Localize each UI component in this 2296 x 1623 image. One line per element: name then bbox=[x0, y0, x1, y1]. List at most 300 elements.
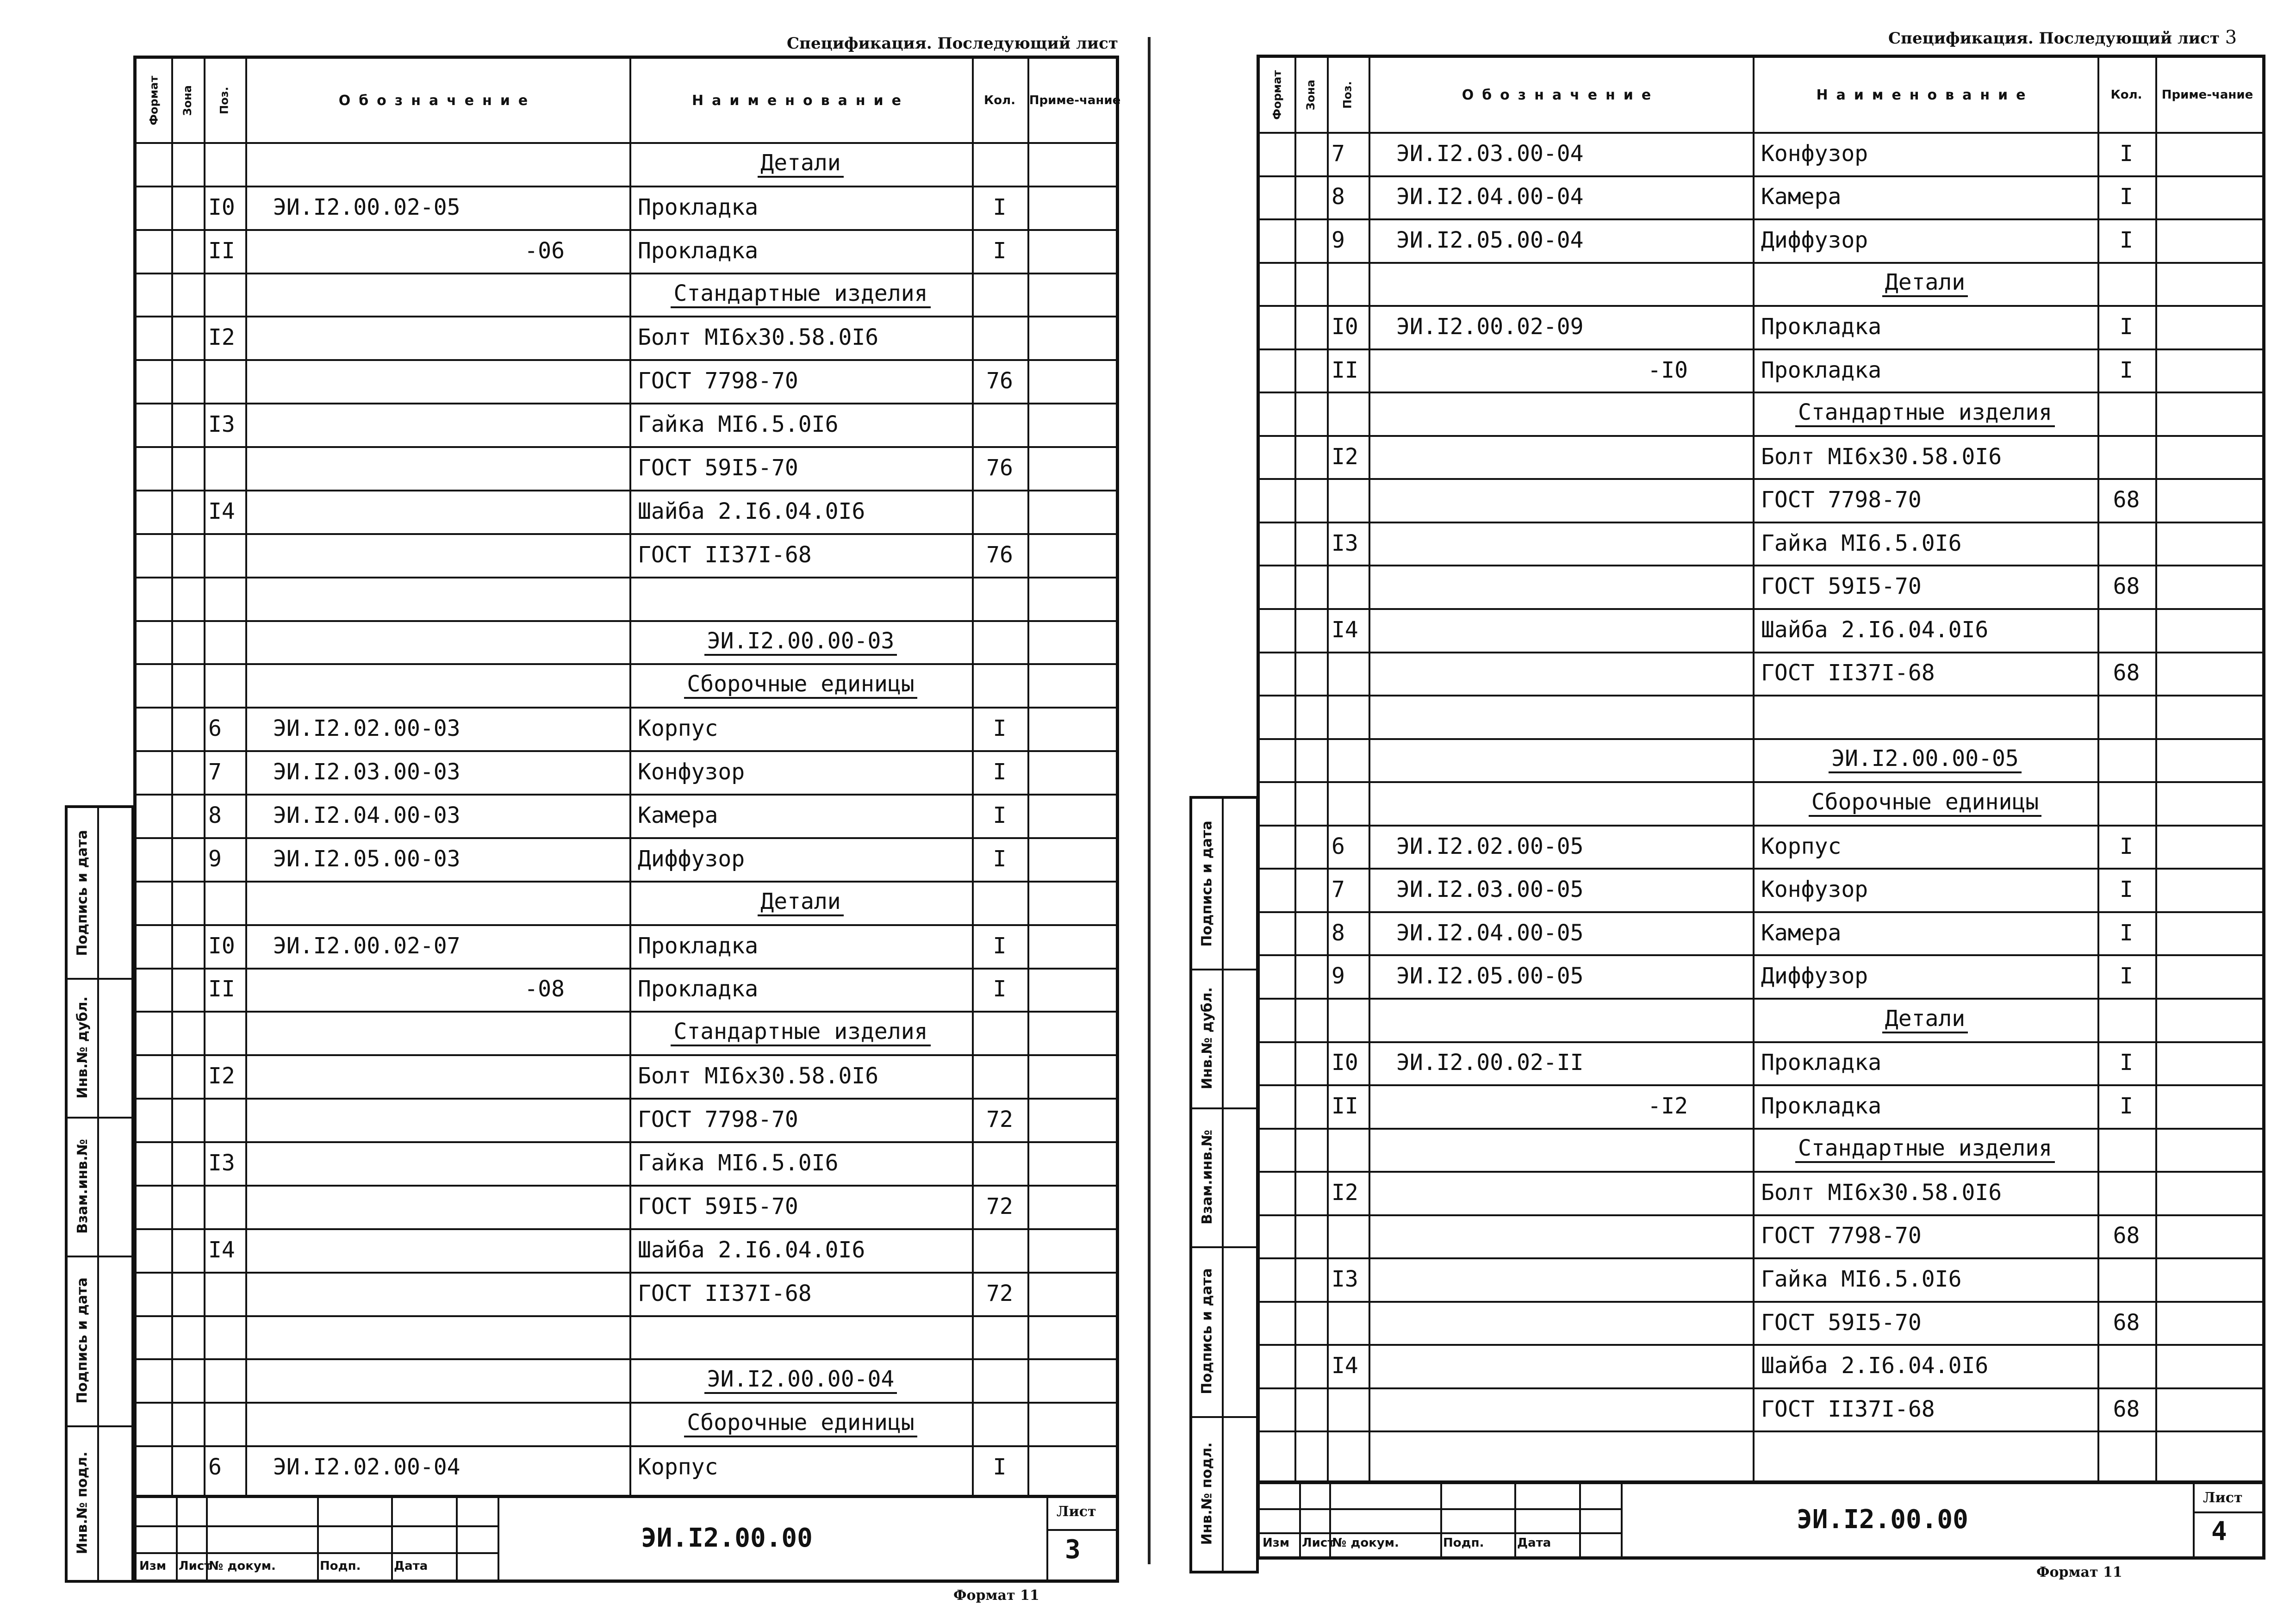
table-cell-qty bbox=[972, 403, 1027, 446]
table-cell-qty: 76 bbox=[986, 541, 1013, 568]
title-divider bbox=[1514, 1484, 1516, 1556]
section-heading: Детали bbox=[758, 150, 843, 178]
table-cell-des bbox=[1369, 478, 1753, 522]
table-cell-name: Болт МI6x30.58.0I6 bbox=[638, 1063, 879, 1089]
title-label: Лист bbox=[1302, 1536, 1335, 1550]
table-cell-name: Конфузор bbox=[638, 759, 745, 785]
side-stamp bbox=[1189, 796, 1259, 1573]
table-cell-qty bbox=[972, 663, 1027, 707]
column-header-text: Зона bbox=[1304, 79, 1317, 111]
table-cell-qty bbox=[972, 577, 1027, 620]
table-cell-pos bbox=[1327, 781, 1369, 825]
table-cell-pos: I2 bbox=[1332, 1179, 1358, 1206]
table-cell-des: ЭИ.I2.00.02-09 bbox=[1396, 313, 1584, 340]
table-cell-qty bbox=[972, 273, 1027, 316]
table-cell-name: Прокладка bbox=[638, 976, 759, 1002]
title-rule bbox=[137, 1552, 498, 1554]
table-cell-pos bbox=[204, 1358, 245, 1402]
table-cell-name bbox=[629, 273, 972, 316]
table-cell-qty bbox=[2097, 1430, 2155, 1474]
sheet-number: 4 bbox=[2211, 1517, 2227, 1547]
column-header: Обозначение bbox=[338, 92, 536, 109]
table-cell-pos bbox=[1327, 1214, 1369, 1258]
table-cell-qty bbox=[2097, 1128, 2155, 1171]
table-cell-qty: 68 bbox=[2113, 487, 2140, 513]
table-cell-pos bbox=[204, 1185, 245, 1228]
table-cell-pos bbox=[1327, 738, 1369, 782]
table-cell-des bbox=[245, 1402, 629, 1445]
table-cell-name: Прокладка bbox=[1761, 1093, 1882, 1119]
table-cell-name bbox=[629, 1402, 972, 1445]
table-cell-qty: I bbox=[2120, 357, 2133, 383]
table-cell-name: Прокладка bbox=[638, 194, 759, 220]
title-divider bbox=[1440, 1484, 1442, 1556]
title-divider bbox=[1579, 1484, 1581, 1556]
table-cell-qty bbox=[2097, 608, 2155, 652]
table-cell-pos: I2 bbox=[1332, 443, 1358, 470]
table-cell-qty: I bbox=[2120, 963, 2133, 989]
table-cell-qty: 68 bbox=[2113, 660, 2140, 686]
table-cell-pos: I0 bbox=[1332, 313, 1358, 340]
table-cell-qty bbox=[2097, 1257, 2155, 1301]
title-rule bbox=[137, 1525, 498, 1527]
table-cell-qty bbox=[2097, 998, 2155, 1041]
table-cell-pos: 7 bbox=[1332, 877, 1345, 903]
section-heading: Детали bbox=[1882, 1006, 1968, 1033]
table-cell-name bbox=[1753, 738, 2097, 782]
table-cell-name bbox=[629, 142, 972, 186]
section-heading: Сборочные единицы bbox=[1809, 789, 2041, 817]
table-cell-des bbox=[245, 359, 629, 403]
column-header: Приме-чание bbox=[2161, 87, 2253, 102]
side-label: Инв.№ дубл. bbox=[1199, 987, 1215, 1089]
table-cell-pos: I4 bbox=[1332, 616, 1358, 643]
table-cell-pos: I3 bbox=[208, 1150, 235, 1176]
table-cell-qty bbox=[972, 316, 1027, 359]
table-cell-des: ЭИ.I2.04.00-03 bbox=[273, 802, 460, 828]
table-cell-pos: 7 bbox=[1332, 140, 1345, 167]
table-cell-des bbox=[1369, 565, 1753, 608]
table-cell-qty: 68 bbox=[2113, 573, 2140, 600]
table-cell-qty: 68 bbox=[2113, 1223, 2140, 1249]
sheet-box-divider bbox=[2193, 1484, 2195, 1556]
table-cell-des bbox=[245, 1141, 629, 1185]
table-cell-name bbox=[629, 663, 972, 707]
table-cell-pos bbox=[204, 577, 245, 620]
title-divider bbox=[456, 1498, 458, 1579]
table-cell-name: ГОСТ II37I-68 bbox=[638, 1280, 812, 1306]
table-cell-des bbox=[245, 273, 629, 316]
side-cell bbox=[68, 808, 97, 978]
table-cell-qty: I bbox=[2120, 833, 2133, 859]
table-cell-qty bbox=[2097, 522, 2155, 565]
side-divider bbox=[97, 808, 99, 1580]
table-cell-pos: 6 bbox=[1332, 833, 1345, 859]
side-cell bbox=[68, 978, 97, 1117]
table-cell-qty: I bbox=[2120, 877, 2133, 903]
title-label: Лист bbox=[179, 1559, 212, 1573]
table-cell-pos bbox=[1327, 478, 1369, 522]
sheet-label: Лист bbox=[1057, 1504, 1096, 1520]
table-cell-name bbox=[1753, 998, 2097, 1041]
table-cell-qty: 76 bbox=[986, 455, 1013, 481]
side-label: Подпись и дата bbox=[1199, 1268, 1215, 1395]
format-label: Формат 11 bbox=[953, 1587, 1039, 1604]
table-cell-des bbox=[245, 533, 629, 577]
table-cell-qty: I bbox=[993, 759, 1007, 785]
table-cell-pos: 8 bbox=[208, 802, 222, 828]
table-cell-des bbox=[1369, 738, 1753, 782]
table-cell-pos: 7 bbox=[208, 759, 222, 785]
table-cell-des bbox=[1369, 1214, 1753, 1258]
table-cell-des: -I0 bbox=[1648, 357, 1688, 383]
sheet-box-rule bbox=[2193, 1511, 2262, 1513]
column-header bbox=[1327, 58, 1369, 132]
table-cell-name: ГОСТ II37I-68 bbox=[1761, 660, 1935, 686]
column-header: Кол. bbox=[2110, 87, 2142, 102]
table-cell-pos: I0 bbox=[208, 933, 235, 959]
table-cell-pos: 9 bbox=[208, 846, 222, 872]
table-cell-des bbox=[1369, 262, 1753, 305]
table-cell-des bbox=[245, 1185, 629, 1228]
side-label: Подпись и дата bbox=[74, 830, 91, 956]
side-divider bbox=[1222, 799, 1224, 1571]
column-header: Кол. bbox=[983, 93, 1016, 107]
title-rule bbox=[1260, 1532, 1621, 1534]
table-cell-name: ГОСТ II37I-68 bbox=[638, 541, 812, 568]
table-cell-des bbox=[245, 663, 629, 707]
table-cell-name: Прокладка bbox=[1761, 1050, 1882, 1076]
table-cell-name bbox=[629, 1315, 972, 1359]
table-cell-des: ЭИ.I2.02.00-04 bbox=[273, 1454, 460, 1480]
table-cell-qty: I bbox=[2120, 313, 2133, 340]
table-cell-qty bbox=[972, 1402, 1027, 1445]
table-cell-des bbox=[1369, 1344, 1753, 1387]
column-header-text: Зона bbox=[180, 85, 194, 116]
table-cell-des: ЭИ.I2.05.00-03 bbox=[273, 846, 460, 872]
table-cell-des: -I2 bbox=[1648, 1093, 1688, 1119]
table-cell-pos: 9 bbox=[1332, 227, 1345, 253]
table-cell-name: Камера bbox=[1761, 920, 1842, 946]
title-block bbox=[133, 1495, 1119, 1583]
title-label: № докум. bbox=[1332, 1536, 1399, 1550]
table-cell-qty bbox=[972, 1228, 1027, 1272]
side-label: Подпись и дата bbox=[1199, 821, 1215, 947]
table-cell-pos bbox=[1327, 392, 1369, 435]
table-cell-pos bbox=[1327, 565, 1369, 608]
table-cell-name: Диффузор bbox=[638, 846, 745, 872]
sheet-box-rule bbox=[1046, 1529, 1116, 1531]
table-cell-name: Болт МI6x30.58.0I6 bbox=[1761, 1179, 2002, 1206]
column-header: Обозначение bbox=[1462, 87, 1660, 103]
table-cell-qty bbox=[972, 1315, 1027, 1359]
table-cell-des: -06 bbox=[524, 237, 565, 264]
table-cell-name bbox=[629, 620, 972, 664]
table-cell-des bbox=[1369, 608, 1753, 652]
table-cell-name: Гайка МI6.5.0I6 bbox=[1761, 530, 1962, 556]
table-cell-name: Прокладка bbox=[1761, 357, 1882, 383]
spec-table bbox=[133, 56, 1119, 1499]
sheet-label: Лист bbox=[2203, 1490, 2243, 1506]
table-cell-name: Шайба 2.I6.04.0I6 bbox=[638, 1237, 865, 1263]
table-cell-qty bbox=[2097, 1344, 2155, 1387]
column-header-text: Поз. bbox=[218, 87, 231, 114]
table-cell-pos bbox=[204, 446, 245, 490]
table-cell-name: ГОСТ II37I-68 bbox=[1761, 1396, 1935, 1422]
sheet-header: Спецификация. Последующий лист bbox=[787, 34, 1118, 53]
table-cell-des: ЭИ.I2.03.00-03 bbox=[273, 759, 460, 785]
table-cell-des bbox=[1369, 435, 1753, 479]
table-cell-des bbox=[1369, 1257, 1753, 1301]
table-cell-qty: I bbox=[2120, 1050, 2133, 1076]
table-cell-name: Болт МI6x30.58.0I6 bbox=[638, 324, 879, 351]
table-cell-pos bbox=[204, 1011, 245, 1054]
side-cell bbox=[1192, 1107, 1222, 1246]
table-cell-qty bbox=[2097, 781, 2155, 825]
table-cell-pos: 8 bbox=[1332, 184, 1345, 210]
table-cell-des bbox=[245, 1272, 629, 1315]
table-cell-name: Камера bbox=[1761, 184, 1842, 210]
side-cell bbox=[1192, 1416, 1222, 1571]
table-cell-name: Гайка МI6.5.0I6 bbox=[1761, 1266, 1962, 1293]
table-cell-qty: I bbox=[2120, 1093, 2133, 1119]
table-cell-name: Шайба 2.I6.04.0I6 bbox=[1761, 1353, 1989, 1379]
table-cell-name: Шайба 2.I6.04.0I6 bbox=[1761, 616, 1989, 643]
table-cell-pos: II bbox=[1332, 1093, 1358, 1119]
table-cell-pos bbox=[204, 881, 245, 924]
table-cell-des bbox=[245, 1011, 629, 1054]
table-cell-name bbox=[629, 1011, 972, 1054]
table-cell-pos: I0 bbox=[208, 194, 235, 220]
table-cell-qty bbox=[972, 142, 1027, 186]
table-cell-pos bbox=[204, 1098, 245, 1141]
table-cell-pos: I0 bbox=[1332, 1050, 1358, 1076]
table-cell-name bbox=[1753, 695, 2097, 738]
table-cell-pos: 6 bbox=[208, 715, 222, 742]
table-cell-pos bbox=[204, 273, 245, 316]
table-cell-des bbox=[1369, 781, 1753, 825]
table-cell-name: ГОСТ 59I5-70 bbox=[1761, 1309, 1922, 1336]
table-cell-qty: I bbox=[993, 846, 1007, 872]
table-cell-des: ЭИ.I2.04.00-04 bbox=[1396, 184, 1584, 210]
table-cell-qty: 72 bbox=[986, 1193, 1013, 1219]
table-cell-qty: I bbox=[993, 802, 1007, 828]
table-cell-name: Прокладка bbox=[1761, 313, 1882, 340]
table-cell-name: Конфузор bbox=[1761, 140, 1868, 167]
section-heading: Стандартные изделия bbox=[1795, 399, 2055, 427]
title-divider bbox=[317, 1498, 319, 1579]
table-cell-qty: I bbox=[2120, 140, 2133, 167]
table-cell-des: ЭИ.I2.03.00-05 bbox=[1396, 877, 1584, 903]
side-cell bbox=[68, 1256, 97, 1425]
table-cell-name: Диффузор bbox=[1761, 963, 1868, 989]
document-code: ЭИ.I2.00.00 bbox=[1797, 1505, 1968, 1535]
table-cell-pos bbox=[1327, 1128, 1369, 1171]
side-label: Инв.№ дубл. bbox=[74, 996, 91, 1099]
table-cell-des bbox=[1369, 1430, 1753, 1474]
table-cell-qty bbox=[972, 1011, 1027, 1054]
table-cell-qty bbox=[972, 1141, 1027, 1185]
table-cell-qty: 68 bbox=[2113, 1309, 2140, 1336]
section-heading: Детали bbox=[1882, 269, 1968, 297]
table-cell-pos: II bbox=[208, 237, 235, 264]
table-cell-des: ЭИ.I2.05.00-05 bbox=[1396, 963, 1584, 989]
column-header bbox=[1294, 58, 1327, 132]
table-cell-name bbox=[1753, 781, 2097, 825]
table-cell-name: ГОСТ 59I5-70 bbox=[638, 455, 798, 481]
title-divider bbox=[176, 1498, 178, 1579]
table-cell-des bbox=[1369, 695, 1753, 738]
table-cell-qty: I bbox=[2120, 227, 2133, 253]
column-header-text: Поз. bbox=[1341, 81, 1354, 109]
side-stamp bbox=[65, 805, 134, 1583]
table-cell-qty bbox=[972, 1358, 1027, 1402]
table-cell-name: ГОСТ 59I5-70 bbox=[1761, 573, 1922, 600]
table-cell-name: Диффузор bbox=[1761, 227, 1868, 253]
table-cell-pos: 8 bbox=[1332, 920, 1345, 946]
section-heading: Стандартные изделия bbox=[671, 1019, 930, 1046]
spec-table bbox=[1257, 55, 2265, 1484]
table-cell-pos: I4 bbox=[208, 498, 235, 524]
table-cell-pos: II bbox=[1332, 357, 1358, 383]
table-cell-des bbox=[1369, 392, 1753, 435]
table-cell-qty: I bbox=[2120, 184, 2133, 210]
table-cell-pos: I2 bbox=[208, 1063, 235, 1089]
title-label: Дата bbox=[394, 1559, 428, 1573]
table-cell-pos bbox=[204, 1272, 245, 1315]
table-cell-des: -08 bbox=[524, 976, 565, 1002]
table-cell-des bbox=[245, 403, 629, 446]
table-cell-qty bbox=[972, 490, 1027, 533]
side-cell bbox=[68, 1425, 97, 1580]
table-cell-qty bbox=[2097, 262, 2155, 305]
table-cell-des bbox=[1369, 1171, 1753, 1214]
table-cell-pos bbox=[1327, 695, 1369, 738]
table-cell-name: ГОСТ 59I5-70 bbox=[638, 1193, 798, 1219]
table-cell-qty: 76 bbox=[986, 368, 1013, 394]
section-heading: Сборочные единицы bbox=[684, 1410, 917, 1437]
table-cell-pos: I3 bbox=[208, 411, 235, 438]
table-cell-des bbox=[245, 142, 629, 186]
table-cell-qty: I bbox=[993, 237, 1007, 264]
table-cell-name: ГОСТ 7798-70 bbox=[638, 1107, 798, 1133]
title-label: Изм bbox=[139, 1559, 167, 1573]
table-cell-pos bbox=[204, 620, 245, 664]
table-cell-pos bbox=[1327, 1430, 1369, 1474]
table-cell-des bbox=[245, 1358, 629, 1402]
table-cell-name bbox=[1753, 1128, 2097, 1171]
format-label: Формат 11 bbox=[2036, 1564, 2122, 1580]
side-label: Инв.№ подл. bbox=[1199, 1442, 1215, 1545]
column-divider bbox=[1294, 58, 1296, 1480]
section-heading: ЭИ.I2.00.00-04 bbox=[704, 1366, 897, 1394]
table-cell-pos bbox=[1327, 1301, 1369, 1344]
section-heading: Сборочные единицы bbox=[684, 671, 917, 699]
table-cell-des: ЭИ.I2.03.00-04 bbox=[1396, 140, 1584, 167]
table-cell-name: Прокладка bbox=[638, 933, 759, 959]
table-cell-name: Камера bbox=[638, 802, 718, 828]
table-cell-qty: 68 bbox=[2113, 1396, 2140, 1422]
table-cell-qty: I bbox=[993, 715, 1007, 742]
table-cell-pos: I4 bbox=[1332, 1353, 1358, 1379]
column-header-text: Формат bbox=[1270, 70, 1284, 120]
table-cell-des bbox=[245, 1228, 629, 1272]
table-cell-des bbox=[1369, 1387, 1753, 1431]
table-cell-pos: I3 bbox=[1332, 1266, 1358, 1293]
table-cell-pos bbox=[1327, 998, 1369, 1041]
sheet-header: Спецификация. Последующий лист 3 bbox=[1888, 27, 2237, 48]
table-cell-name: ГОСТ 7798-70 bbox=[1761, 1223, 1922, 1249]
table-cell-des: ЭИ.I2.04.00-05 bbox=[1396, 920, 1584, 946]
section-heading: ЭИ.I2.00.00-03 bbox=[704, 628, 897, 656]
table-cell-name bbox=[1753, 262, 2097, 305]
column-header: Наименование bbox=[692, 92, 909, 109]
table-cell-des: ЭИ.I2.00.02-II bbox=[1396, 1050, 1584, 1076]
side-cell bbox=[1192, 1246, 1222, 1416]
table-cell-des bbox=[245, 490, 629, 533]
title-label: Дата bbox=[1517, 1536, 1551, 1550]
table-cell-name: Прокладка bbox=[638, 237, 759, 264]
table-cell-qty: I bbox=[2120, 920, 2133, 946]
side-label: Взам.инв.№ bbox=[1199, 1129, 1215, 1225]
column-header-text: Формат bbox=[147, 75, 161, 125]
table-cell-des bbox=[1369, 1128, 1753, 1171]
table-cell-des bbox=[1369, 1301, 1753, 1344]
column-header: Приме-чание bbox=[1029, 93, 1121, 107]
table-cell-des bbox=[245, 316, 629, 359]
table-cell-name: Корпус bbox=[1761, 833, 1842, 859]
table-cell-name: Болт МI6x30.58.0I6 bbox=[1761, 443, 2002, 470]
table-cell-name: Гайка МI6.5.0I6 bbox=[638, 411, 839, 438]
section-heading: ЭИ.I2.00.00-05 bbox=[1829, 746, 2022, 773]
section-heading: Стандартные изделия bbox=[1795, 1135, 2055, 1163]
table-cell-pos bbox=[1327, 262, 1369, 305]
table-cell-des bbox=[1369, 522, 1753, 565]
table-cell-pos: 6 bbox=[208, 1454, 222, 1480]
table-cell-des bbox=[245, 1098, 629, 1141]
table-cell-pos: II bbox=[208, 976, 235, 1002]
table-cell-des bbox=[245, 620, 629, 664]
table-cell-name: Корпус bbox=[638, 1454, 718, 1480]
table-cell-pos: I2 bbox=[208, 324, 235, 351]
table-cell-name bbox=[1753, 392, 2097, 435]
title-label: Подп. bbox=[320, 1559, 361, 1573]
table-cell-qty bbox=[2097, 435, 2155, 479]
table-cell-pos bbox=[204, 533, 245, 577]
side-label: Взам.инв.№ bbox=[74, 1138, 91, 1234]
table-cell-des: ЭИ.I2.02.00-03 bbox=[273, 715, 460, 742]
table-cell-name: Гайка МI6.5.0I6 bbox=[638, 1150, 839, 1176]
table-cell-qty bbox=[2097, 1171, 2155, 1214]
table-cell-des: ЭИ.I2.00.02-05 bbox=[273, 194, 460, 220]
table-cell-pos: I3 bbox=[1332, 530, 1358, 556]
table-cell-des: ЭИ.I2.00.02-07 bbox=[273, 933, 460, 959]
table-cell-name: ГОСТ 7798-70 bbox=[638, 368, 798, 394]
column-header bbox=[1260, 58, 1294, 132]
table-cell-pos bbox=[204, 142, 245, 186]
table-cell-qty: I bbox=[993, 976, 1007, 1002]
table-cell-des bbox=[245, 881, 629, 924]
table-cell-qty: I bbox=[993, 194, 1007, 220]
section-heading: Стандартные изделия bbox=[671, 280, 930, 308]
table-cell-qty bbox=[2097, 738, 2155, 782]
column-header bbox=[204, 59, 245, 142]
side-cell bbox=[1192, 799, 1222, 969]
table-cell-name: Корпус bbox=[638, 715, 718, 742]
table-cell-qty: 72 bbox=[986, 1107, 1013, 1133]
table-cell-pos bbox=[1327, 1387, 1369, 1431]
title-divider bbox=[1621, 1484, 1623, 1556]
